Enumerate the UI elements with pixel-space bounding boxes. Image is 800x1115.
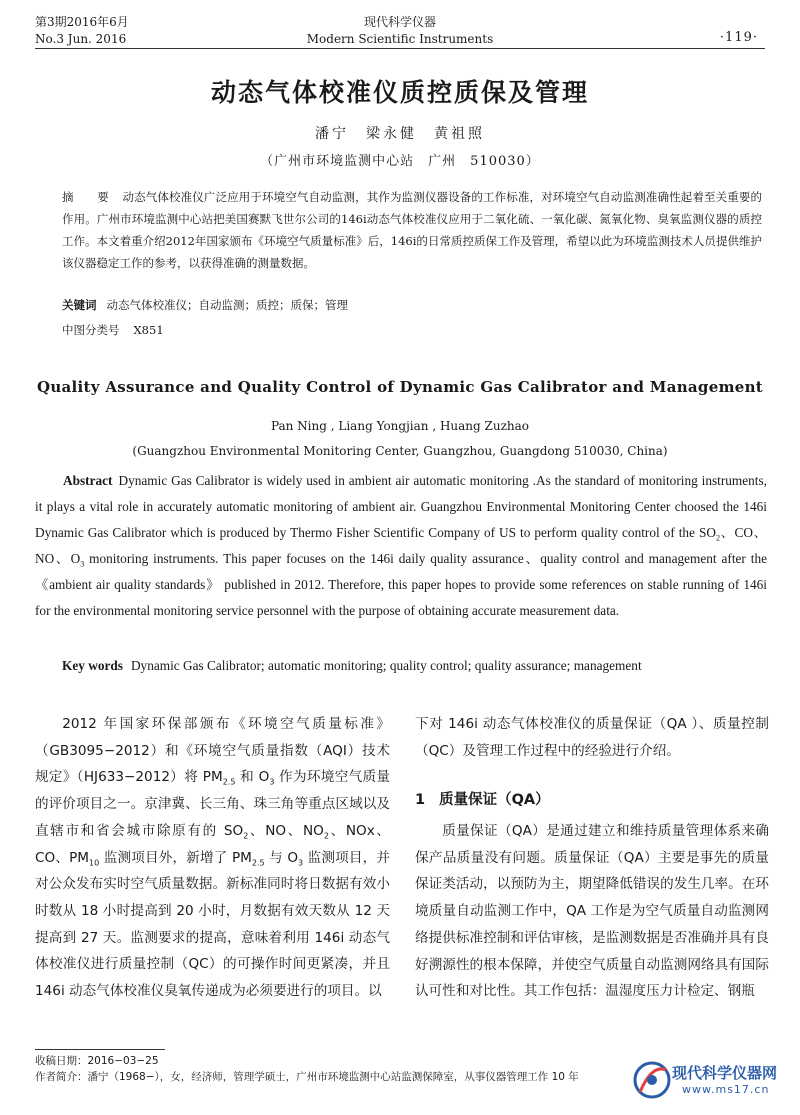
body-text: 与 O xyxy=(264,849,299,866)
classification-cn-code: X851 xyxy=(133,323,164,337)
section-heading-1 xyxy=(415,788,550,809)
abstract-en-sub-so2: 2 xyxy=(715,533,720,543)
paper-title-cn: 动态气体校准仪质控质保及管理 xyxy=(210,78,589,107)
keywords-en-label: Key words xyxy=(62,658,123,673)
body-right-paragraph-2: 质量保证（QA）是通过建立和维持质量管理体系来确保产品质量没有问题。质量保证（QA）主要是事先的质量保证类活动，以预防为主，期望降低错误的发生几率。在环境质量自动监测工作中，QA 工作是为空气质量自动监测网络提供标准控制和评估审核，是监测数据是否准确并具有良好溯源性的根本保障，并使空气质量自动监测网络具有国际认可性和对比性。其工作包括：温湿度压力计检定、钢瓶 xyxy=(415,823,769,1000)
keywords-cn-label: 关键词 xyxy=(62,298,97,312)
journal-cn: 现代科学仪器 xyxy=(363,15,436,29)
subscript: 3 xyxy=(269,778,275,788)
body-text: 、NO、NO xyxy=(248,822,324,839)
body-text: 作为环境空气质量的评价项目之一。京津冀、长三角、珠三角等重点区域以及直辖市和省会城市除原有的 SO xyxy=(35,769,391,839)
classification-cn-label: 中图分类号 xyxy=(62,323,120,337)
body-text: 监测项目，并对公众发布实时空气质量数据。新标准同时将日数据有效小时数从 18 小时提高到 20 小时，月数据有效天数从 12 天提高到 27 天。监测要求的提高，意味着利用 146i 动态气体校准仪进行质量控制（QC）的可操作时间更紧凑，并且 146i 动态气体校准仪臭氧传递成为必须要进行的项目。以 xyxy=(35,849,390,1000)
subscript: 2.5 xyxy=(222,778,236,788)
body-text: 、NOx、CO、PM xyxy=(35,822,390,866)
keywords-cn xyxy=(62,297,348,313)
issue-en: No.3 Jun. 2016 xyxy=(35,32,127,46)
journal-name xyxy=(0,14,800,48)
subscript: 2.5 xyxy=(251,858,265,868)
footnote-author: 作者简介：潘宁（1968−），女，经济师，管理学硕士，广州市环境监测中心站监测保障室，从事仪器管理工作 10 年 xyxy=(35,1071,579,1083)
abstract-en-part2: 、CO、NO、O xyxy=(35,525,767,566)
subscript: 2 xyxy=(323,831,329,841)
abstract-cn-text: 动态气体校准仪广泛应用于环境空气自动监测，其作为监测仪器设备的工作标准，对环境空气自动监测准确性起着至关重要的作用。广州市环境监测中心站把美国赛默飞世尔公司的146i动态气体校准仪应用于二氧化硫、一氧化碳、氮氧化物、臭氧监测仪器的质控工作。本文着重介绍2012年国家颁布《环境空气质量标准》后，146i的日常质控质保工作及管理，希望以此为环境监测技术人员提供维护该仪器稳定工作的参考，以获得准确的测量数据。 xyxy=(62,190,762,270)
body-text: 2012 年国家环保部颁布《环境空气质量标准》（GB3095−2012）和《环境空气质量指数（AQI）技术规定》（HJ633−2012）将 PM xyxy=(35,716,390,786)
subscript: 10 xyxy=(89,858,100,868)
header-rule xyxy=(35,48,765,49)
paper-title-en: Quality Assurance and Quality Control of Dynamic Gas Calibrator and Management xyxy=(36,378,764,396)
abstract-en-sub-o3: 3 xyxy=(80,559,85,569)
keywords-en-text: Dynamic Gas Calibrator; automatic monitoring; quality control; quality assurance; management xyxy=(130,658,642,673)
watermark-url: www.ms17.cn xyxy=(682,1083,770,1096)
abstract-cn-label: 摘 要 xyxy=(62,190,115,204)
body-right-paragraph-1: 下对 146i 动态气体校准仪的质量保证（QA ）、质量控制（QC）及管理工作过程中的经验进行介绍。 xyxy=(415,716,769,759)
footnote-received: 收稿日期：2016−03−25 xyxy=(35,1055,159,1067)
watermark-name: 现代科学仪器网 xyxy=(672,1064,778,1082)
keywords-cn-text: 动态气体校准仪；自动监测；质控；质保；管理 xyxy=(106,298,348,312)
body-text: 监测项目外，新增了 PM xyxy=(99,849,252,866)
affiliation-en: (Guangzhou Environmental Monitoring Center, Guangzhou, Guangdong 510030, China) xyxy=(132,444,668,458)
page-number: ·119· xyxy=(719,30,758,45)
abstract-cn xyxy=(62,186,762,274)
abstract-en-label: Abstract xyxy=(63,473,113,488)
body-text: 和 O xyxy=(235,769,270,786)
body-left-column xyxy=(35,711,390,1005)
abstract-en-part3: monitoring instruments. This paper focuses on the 146i daily quality assurance、quality control and management after the 《ambient air quality standards》 published in 2012. Therefore, this paper hopes to provide some references on stable running of 146i for the environmental monitoring service personnel with the purpose of obtaining accurate measurement data. xyxy=(35,551,767,618)
subscript: 3 xyxy=(298,858,304,868)
authors-cn: 潘宁 梁永健 黄祖照 xyxy=(315,126,485,142)
footnote-rule xyxy=(35,1049,165,1050)
affiliation-cn: （广州市环境监测中心站 广州 510030） xyxy=(260,154,540,169)
abstract-en xyxy=(35,468,767,624)
issue-cn: 第3期2016年6月 xyxy=(35,15,129,29)
subscript: 2 xyxy=(243,831,249,841)
authors-en: Pan Ning , Liang Yongjian , Huang Zuzhao xyxy=(270,419,530,433)
classification-cn xyxy=(62,322,164,338)
keywords-en xyxy=(62,658,642,674)
watermark-dot-icon xyxy=(647,1075,657,1085)
section-title: 质量保证（QA） xyxy=(439,792,550,808)
abstract-en-part1: Dynamic Gas Calibrator is widely used in ambient air automatic monitoring .As the standard of monitoring instruments, it plays a vital role in accurately automatic monitoring of ambient air. Guangzhou Environmental Monitoring Center choosed the 146i Dynamic Gas Calibrator which is produced by Thermo Fisher Scientific Company of US to perform quality control of the SO xyxy=(35,473,767,540)
section-number: 1 xyxy=(415,792,426,808)
journal-en: Modern Scientific Instruments xyxy=(306,32,494,46)
